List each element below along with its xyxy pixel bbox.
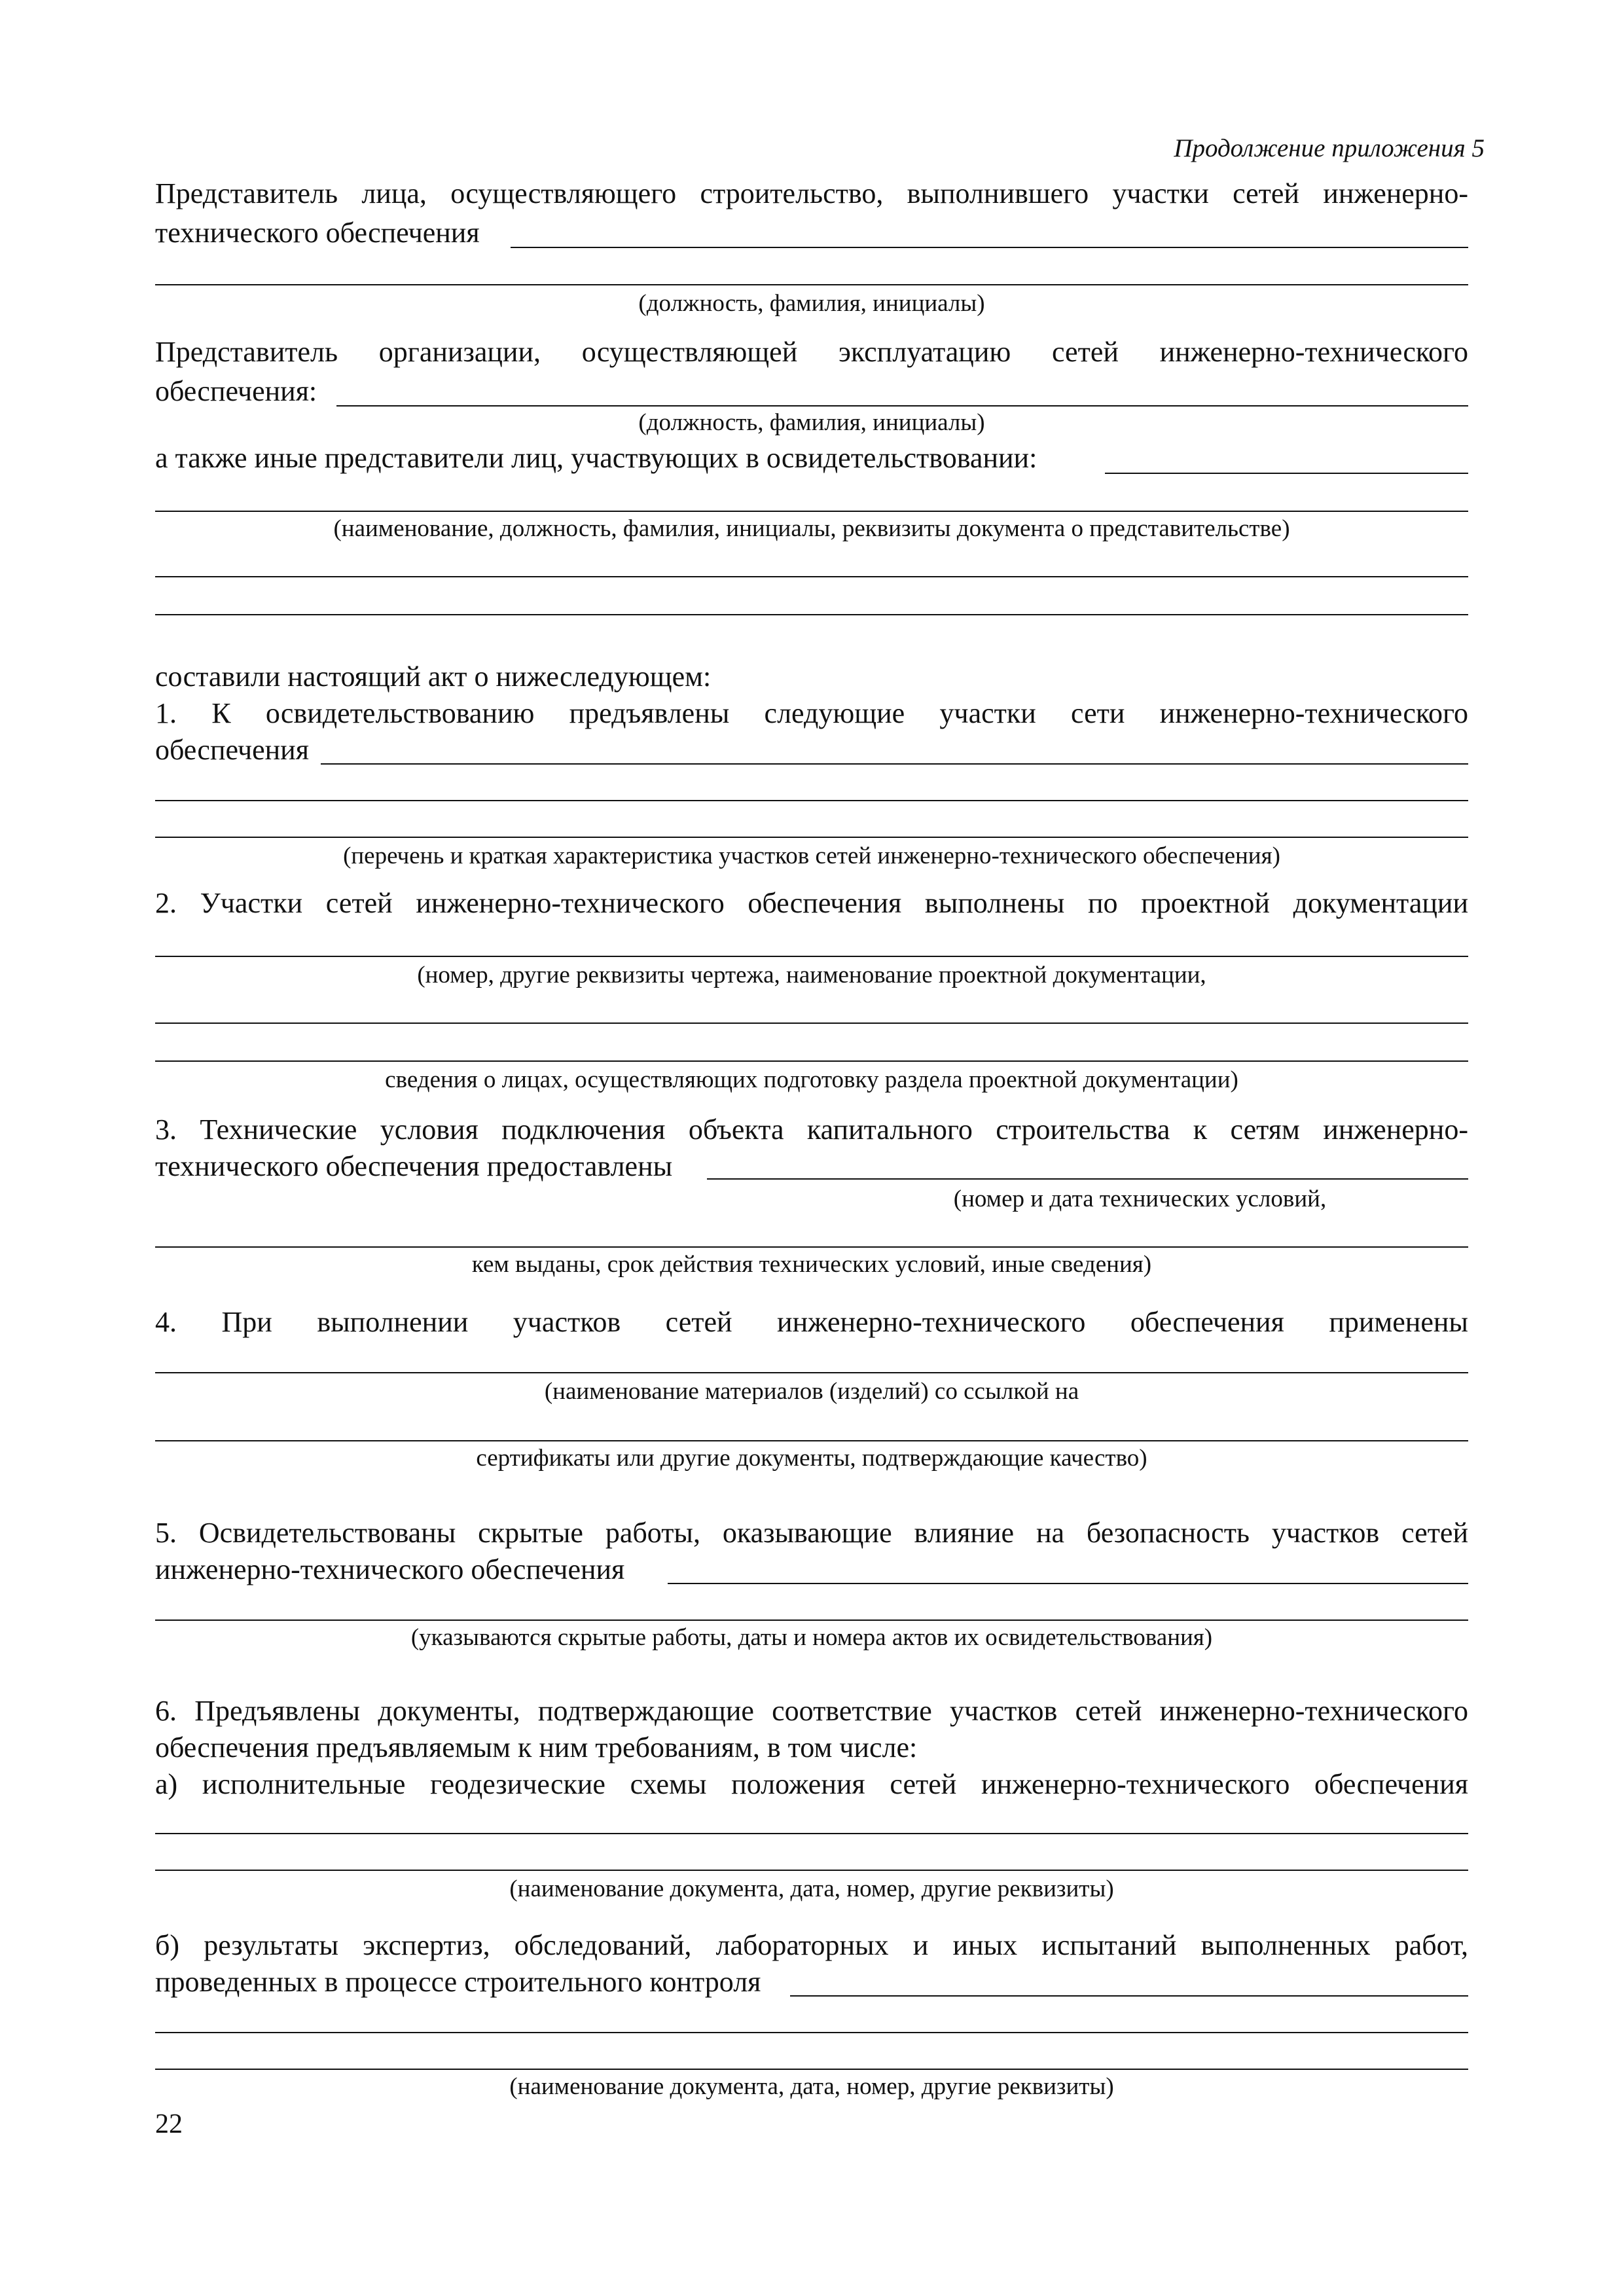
- caption-position-name: (должность, фамилия, инициалы): [638, 290, 985, 317]
- caption-document-details: (наименование документа, дата, номер, другие реквизиты): [509, 1875, 1114, 1902]
- section-3-line1: 3. Технические условия подключения объекта капитального строительства к сетям инженерно-: [155, 1113, 1468, 1146]
- caption-drawing-details: (номер, другие реквизиты чертежа, наименование проектной документации,: [417, 962, 1206, 988]
- representative-builder-line2: технического обеспечения: [155, 217, 480, 249]
- section-6b-line2: проведенных в процессе строительного контроля: [155, 1966, 761, 1998]
- fill-line: [707, 1178, 1468, 1180]
- section-6a-line1: а) исполнительные геодезические схемы положения сетей инженерно-технического обеспечения: [155, 1768, 1468, 1800]
- fill-line: [321, 763, 1468, 765]
- caption-document-details: (наименование документа, дата, номер, другие реквизиты): [509, 2073, 1114, 2100]
- section-6-line1: 6. Предъявлены документы, подтверждающие соответствие участков сетей инженерно-технического: [155, 1695, 1468, 1727]
- fill-line: [155, 576, 1468, 577]
- fill-line: [155, 800, 1468, 801]
- fill-line: [336, 405, 1468, 407]
- caption-sections-list: (перечень и краткая характеристика участков сетей инженерно-технического обеспечения): [343, 842, 1280, 869]
- fill-line: [155, 1870, 1468, 1871]
- representative-operator-line2: обеспечения:: [155, 375, 317, 407]
- caption-issuer-validity: кем выданы, срок действия технических условий, иные сведения): [471, 1251, 1152, 1278]
- page-number: 22: [155, 2109, 183, 2139]
- fill-line: [155, 1440, 1468, 1441]
- caption-hidden-works: (указываются скрытые работы, даты и номера актов их освидетельствования): [410, 1624, 1213, 1651]
- fill-line: [155, 511, 1468, 512]
- fill-line: [155, 2069, 1468, 2070]
- section-1-line1: 1. К освидетельствованию предъявлены следующие участки сети инженерно-технического: [155, 697, 1468, 729]
- fill-line: [155, 2032, 1468, 2033]
- section-4-line1: 4. При выполнении участков сетей инженерно-технического обеспечения применены: [155, 1306, 1468, 1338]
- fill-line: [790, 1995, 1468, 1997]
- caption-designer-info: сведения о лицах, осуществляющих подготовку раздела проектной документации): [385, 1066, 1238, 1093]
- section-6b-line1: б) результаты экспертиз, обследований, лабораторных и иных испытаний выполненных работ,: [155, 1929, 1468, 1961]
- section-5-line2: инженерно-технического обеспечения: [155, 1553, 625, 1585]
- section-3-line2: технического обеспечения предоставлены: [155, 1150, 673, 1182]
- fill-line: [155, 956, 1468, 957]
- fill-line: [668, 1583, 1468, 1584]
- other-representatives-line1: а также иные представители лиц, участвующих в освидетельствовании:: [155, 442, 1038, 474]
- fill-line: [155, 1620, 1468, 1621]
- fill-line: [511, 247, 1468, 248]
- caption-representation-document: (наименование, должность, фамилия, инициалы, реквизиты документа о представительстве): [333, 515, 1290, 542]
- fill-line: [155, 837, 1468, 838]
- caption-position-name: (должность, фамилия, инициалы): [638, 409, 985, 436]
- fill-line: [155, 1022, 1468, 1024]
- fill-line: [155, 1372, 1468, 1373]
- intro-text: составили настоящий акт о нижеследующем:: [155, 660, 712, 693]
- fill-line: [155, 614, 1468, 615]
- fill-line: [155, 284, 1468, 285]
- fill-line: [155, 1246, 1468, 1248]
- section-6-line2: обеспечения предъявляемым к ним требованиям, в том числе:: [155, 1731, 918, 1764]
- fill-line: [155, 1060, 1468, 1062]
- section-2-line1: 2. Участки сетей инженерно-технического обеспечения выполнены по проектной документации: [155, 887, 1468, 919]
- section-1-line2: обеспечения: [155, 734, 309, 766]
- representative-builder-line1: Представитель лица, осуществляющего строительство, выполнившего участки сетей инженерно-: [155, 177, 1468, 209]
- fill-line: [1105, 473, 1468, 474]
- caption-certificates: сертификаты или другие документы, подтверждающие качество): [476, 1445, 1147, 1472]
- section-5-line1: 5. Освидетельствованы скрытые работы, оказывающие влияние на безопасность участков сетей: [155, 1517, 1468, 1549]
- caption-materials: (наименование материалов (изделий) со ссылкой на: [544, 1378, 1079, 1405]
- representative-operator-line1: Представитель организации, осуществляющей эксплуатацию сетей инженерно-технического: [155, 336, 1468, 368]
- caption-tech-conditions: (номер и дата технических условий,: [953, 1185, 1327, 1212]
- continuation-header: Продолжение приложения 5: [1174, 134, 1485, 162]
- fill-line: [155, 1833, 1468, 1834]
